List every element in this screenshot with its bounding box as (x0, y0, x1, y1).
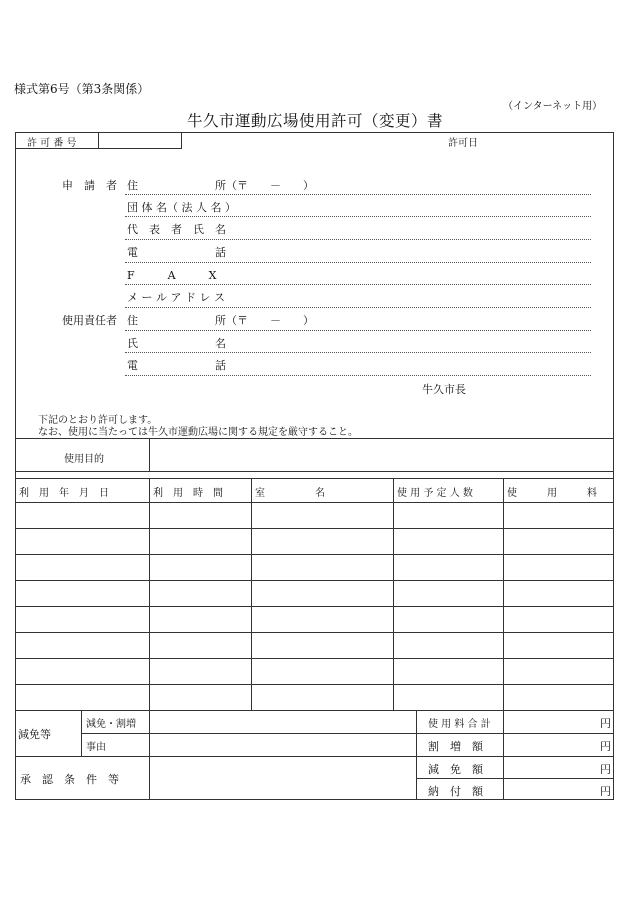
usage-note: （インターネット用） (503, 101, 603, 112)
applicant-fax-line[interactable] (125, 284, 591, 285)
table-cell[interactable] (394, 607, 502, 631)
table-cell[interactable] (150, 685, 250, 709)
manager-name-line[interactable] (125, 352, 591, 353)
table-cell[interactable] (394, 581, 502, 605)
table-cell[interactable] (504, 529, 613, 553)
applicant-address-line[interactable] (125, 194, 591, 195)
table-header-cell: 利 用 年 月 日 (19, 488, 109, 499)
table-cell[interactable] (252, 529, 392, 553)
table-cell[interactable] (504, 659, 613, 683)
table-header-cell: 室 名 (255, 488, 325, 499)
applicant-role-label: 申 請 者 (62, 179, 117, 192)
discount-label: 減 免 額 (428, 763, 483, 776)
manager-name-label: 氏 名 (127, 337, 226, 350)
table-cell[interactable] (394, 633, 502, 657)
permit-number-divider (98, 132, 99, 148)
applicant-email-line[interactable] (125, 307, 591, 308)
table-cell[interactable] (16, 633, 148, 657)
purpose-divider (149, 438, 150, 471)
table-top-rule (15, 478, 614, 479)
manager-role-label: 使用責任者 (62, 314, 117, 327)
table-cell[interactable] (394, 529, 502, 553)
table-cell[interactable] (504, 685, 613, 709)
document-title: 牛久市運動広場使用許可（変更）書 (186, 112, 443, 130)
purpose-bottom-rule (15, 471, 614, 472)
footer-divider (149, 710, 150, 800)
footer-rule (416, 778, 614, 779)
table-cell[interactable] (252, 685, 392, 709)
fee-total-label: 使 用 料 合 計 (428, 719, 491, 730)
applicant-email-label: メ ー ル ア ド レ ス (127, 291, 225, 304)
table-cell[interactable] (394, 555, 502, 579)
conditions-label: 承 認 条 件 等 (20, 773, 119, 786)
table-cell[interactable] (252, 607, 392, 631)
applicant-phone-label: 電 話 (127, 246, 226, 259)
exemption-label: 減免等 (18, 728, 51, 741)
table-cell[interactable] (252, 581, 392, 605)
table-cell[interactable] (394, 685, 502, 709)
applicant-phone-line[interactable] (125, 262, 591, 263)
footer-top-rule (15, 710, 614, 711)
footer-divider (503, 710, 504, 800)
payment-label: 納 付 額 (428, 785, 483, 798)
applicant-fax-label: F A X (127, 269, 217, 282)
table-cell[interactable] (16, 555, 148, 579)
table-cell[interactable] (394, 503, 502, 527)
manager-address-label: 住 所（〒 － ） (127, 314, 314, 327)
yen-unit: 円 (600, 717, 611, 730)
table-cell[interactable] (16, 581, 148, 605)
footer-rule (81, 733, 614, 734)
table-cell[interactable] (150, 529, 250, 553)
surcharge-label: 割 増 額 (428, 740, 483, 753)
applicant-org-line[interactable] (125, 216, 591, 217)
permit-number-label: 許 可 番 号 (27, 138, 77, 149)
footer-rule (15, 756, 614, 757)
table-cell[interactable] (16, 659, 148, 683)
applicant-rep-label: 代 表 者 氏 名 (127, 223, 226, 236)
purpose-label: 使用目的 (64, 454, 104, 465)
notice-line-1: 下記のとおり許可します。 (38, 415, 158, 426)
table-cell[interactable] (252, 503, 392, 527)
yen-unit: 円 (600, 785, 611, 798)
applicant-address-label: 住 所（〒 － ） (127, 179, 314, 192)
table-cell[interactable] (150, 503, 250, 527)
table-header-cell: 利 用 時 間 (153, 488, 223, 499)
manager-phone-label: 電 話 (127, 359, 226, 372)
purpose-top-rule (15, 438, 614, 439)
table-cell[interactable] (16, 529, 148, 553)
notice-line-2: なお、使用に当たっては牛久市運動広場に関する規定を厳守すること。 (38, 427, 358, 438)
mayor-label: 牛久市長 (422, 383, 466, 396)
table-cell[interactable] (504, 503, 613, 527)
yen-unit: 円 (600, 763, 611, 776)
table-cell[interactable] (252, 555, 392, 579)
exemption-type-label: 減免・割増 (86, 719, 136, 730)
table-cell[interactable] (150, 607, 250, 631)
table-header-cell: 使 用 料 (507, 488, 597, 499)
applicant-rep-line[interactable] (125, 239, 591, 240)
table-cell[interactable] (504, 633, 613, 657)
table-cell[interactable] (16, 503, 148, 527)
table-cell[interactable] (150, 633, 250, 657)
permit-number-divider (181, 132, 182, 148)
table-cell[interactable] (150, 581, 250, 605)
table-cell[interactable] (252, 633, 392, 657)
table-cell[interactable] (150, 555, 250, 579)
reason-label: 事由 (86, 742, 106, 753)
table-header-cell: 使 用 予 定 人 数 (397, 488, 473, 499)
applicant-org-label: 団 体 名（ 法 人 名 ） (127, 201, 236, 214)
table-cell[interactable] (504, 607, 613, 631)
table-cell[interactable] (16, 685, 148, 709)
manager-phone-line[interactable] (125, 375, 591, 376)
table-cell[interactable] (504, 555, 613, 579)
permit-date-label: 許可日 (448, 138, 478, 149)
table-cell[interactable] (252, 659, 392, 683)
form-number-label: 様式第6号（第3条関係） (14, 82, 150, 96)
yen-unit: 円 (600, 740, 611, 753)
table-cell[interactable] (394, 659, 502, 683)
footer-divider (416, 710, 417, 800)
table-cell[interactable] (504, 581, 613, 605)
table-cell[interactable] (16, 607, 148, 631)
manager-address-line[interactable] (125, 330, 591, 331)
table-cell[interactable] (150, 659, 250, 683)
footer-divider (81, 710, 82, 756)
